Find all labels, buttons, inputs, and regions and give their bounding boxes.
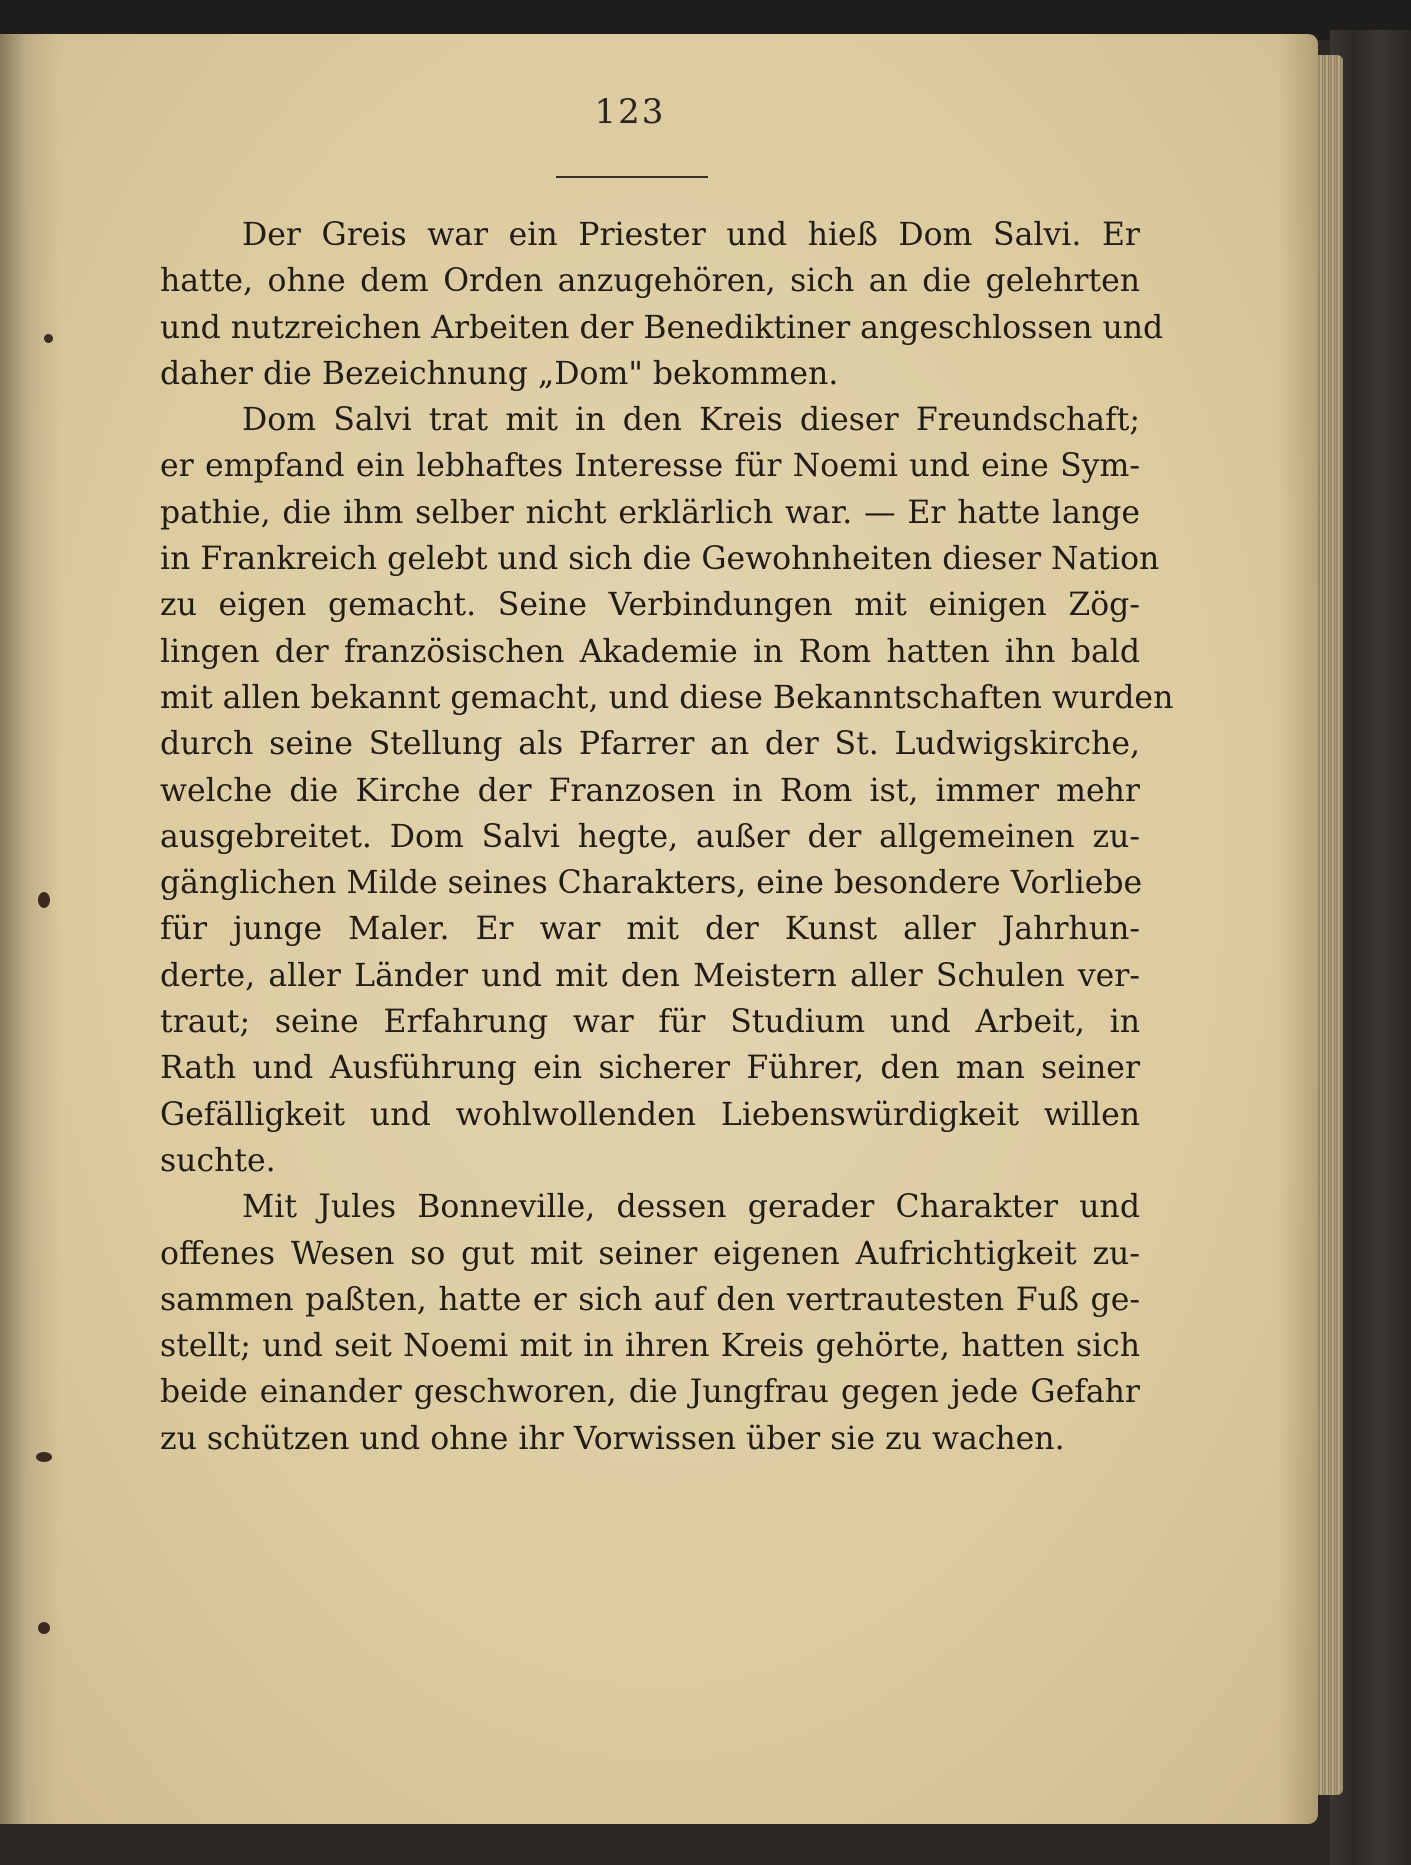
header-rule xyxy=(556,176,708,178)
text-line: daher die Bezeichnung „Dom" bekommen. xyxy=(160,355,839,392)
page-body-text xyxy=(160,212,1174,1462)
text-line: Der Greis war ein Priester und hieß Dom Salvi. Er xyxy=(242,217,1140,253)
ink-spot xyxy=(38,1622,50,1634)
text-line: gänglichen Milde seines Charakters, eine besondere Vorliebe xyxy=(160,865,1143,902)
paragraph xyxy=(160,212,1164,397)
text-line: mit allen bekannt gemacht, und diese Bekanntschaften wurden xyxy=(160,679,1174,716)
ink-spot xyxy=(36,1452,52,1462)
text-line: für junge Maler. Er war mit der Kunst aller Jahrhun- xyxy=(160,911,1140,948)
text-line: offenes Wesen so gut mit seiner eigenen Aufrichtigkeit zu- xyxy=(160,1235,1140,1272)
paragraph xyxy=(160,1184,1140,1462)
text-line: lingen der französischen Akademie in Rom hatten ihn bald xyxy=(160,633,1140,670)
text-line: in Frankreich gelebt und sich die Gewohnheiten dieser Nation xyxy=(160,541,1160,578)
text-line: durch seine Stellung als Pfarrer an der St. Ludwigskirche, xyxy=(160,726,1140,763)
ink-spot xyxy=(38,892,50,908)
text-line: und nutzreichen Arbeiten der Benediktiner angeschlossen und xyxy=(160,309,1164,346)
paragraph xyxy=(160,397,1174,1184)
ink-spot xyxy=(44,334,53,343)
text-line: Gefälligkeit und wohlwollenden Liebenswürdigkeit willen xyxy=(160,1096,1140,1133)
page-header xyxy=(0,92,1260,132)
page-gutter-shadow xyxy=(0,34,60,1824)
text-line: suchte. xyxy=(160,1142,276,1179)
text-line: zu eigen gemacht. Seine Verbindungen mit einigen Zög- xyxy=(160,587,1140,624)
text-line: derte, aller Länder und mit den Meistern aller Schulen ver- xyxy=(160,957,1140,994)
text-line: ausgebreitet. Dom Salvi hegte, außer der allgemeinen zu- xyxy=(160,818,1140,855)
text-line: stellt; und seit Noemi mit in ihren Kreis gehörte, hatten sich xyxy=(160,1328,1140,1365)
text-line: sammen paßten, hatte er sich auf den vertrautesten Fuß ge- xyxy=(160,1281,1140,1318)
text-line: Rath und Ausführung ein sicherer Führer, den man seiner xyxy=(160,1050,1140,1087)
text-line: welche die Kirche der Franzosen in Rom ist, immer mehr xyxy=(160,772,1140,809)
text-line: hatte, ohne dem Orden anzugehören, sich an die gelehrten xyxy=(160,263,1140,300)
text-line: traut; seine Erfahrung war für Studium und Arbeit, in xyxy=(160,1004,1140,1041)
text-line: Dom Salvi trat mit in den Kreis dieser Freundschaft; xyxy=(242,402,1140,439)
text-line: er empfand ein lebhaftes Interesse für Noemi und eine Sym- xyxy=(160,448,1140,485)
page-edge-shadow xyxy=(1278,34,1318,1824)
text-line: beide einander geschworen, die Jungfrau gegen jede Gefahr xyxy=(160,1374,1140,1411)
text-line: zu schützen und ohne ihr Vorwissen über sie zu wachen. xyxy=(160,1420,1065,1457)
text-line: Mit Jules Bonneville, dessen gerader Charakter und xyxy=(242,1189,1140,1226)
text-line: pathie, die ihm selber nicht erklärlich war. — Er hatte lange xyxy=(160,494,1140,531)
page-number: 123 xyxy=(594,92,666,132)
